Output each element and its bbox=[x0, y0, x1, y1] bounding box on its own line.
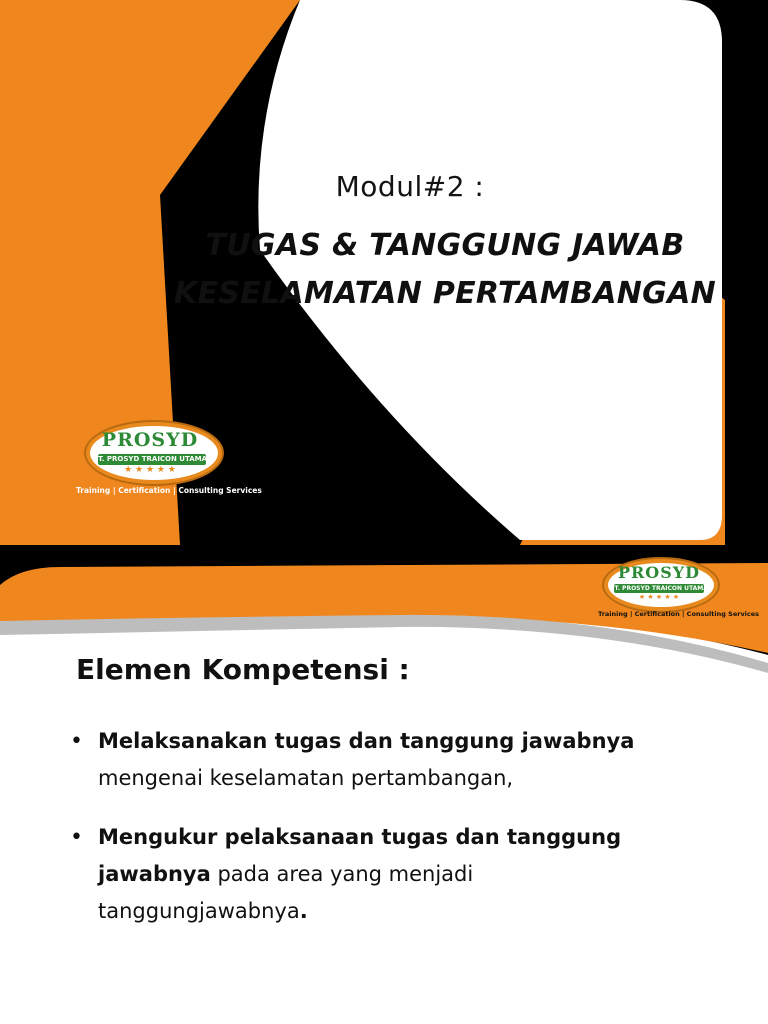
bullet-marker: • bbox=[70, 729, 83, 754]
prosyd-logo-small bbox=[592, 557, 760, 621]
logo-company: PT. PROSYD TRAICON UTAMA bbox=[610, 585, 708, 592]
bullet-text: mengenai keselamatan pertambangan, bbox=[98, 766, 514, 790]
module-number: Modul#2 : bbox=[335, 170, 485, 203]
logo-stars: ★ ★ ★ ★ ★ bbox=[638, 593, 680, 601]
bullet-end-punctuation: . bbox=[299, 899, 308, 923]
prosyd-logo bbox=[62, 420, 262, 500]
bullet-marker: • bbox=[70, 825, 83, 850]
competency-list bbox=[66, 723, 686, 952]
bullet-bold-text: Melaksanakan tugas dan tanggung jawabnya bbox=[98, 729, 635, 753]
bullet-text: pada area yang menjadi tanggungjawabnya bbox=[98, 862, 474, 923]
content-slide bbox=[0, 545, 768, 1024]
list-item bbox=[66, 723, 686, 797]
slide-title-line-2: KESELAMATAN PERTAMBANGAN bbox=[173, 276, 717, 311]
list-item bbox=[66, 819, 686, 930]
logo-company: PT. PROSYD TRAICON UTAMA bbox=[92, 455, 208, 463]
logo-name: PROSYD bbox=[617, 563, 701, 582]
bullet-bold-text: Mengukur pelaksanaan tugas dan tanggung jawabnya bbox=[98, 825, 622, 886]
logo-name: PROSYD bbox=[101, 429, 199, 451]
logo-tagline: Training | Certification | Consulting Services bbox=[598, 610, 760, 618]
slide-title-line-1: TUGAS & TANGGUNG JAWAB bbox=[205, 228, 685, 263]
competency-heading: Elemen Kompetensi : bbox=[76, 653, 410, 686]
logo-stars: ★ ★ ★ ★ ★ bbox=[124, 465, 176, 475]
logo-tagline: Training | Certification | Consulting Services bbox=[76, 486, 262, 495]
